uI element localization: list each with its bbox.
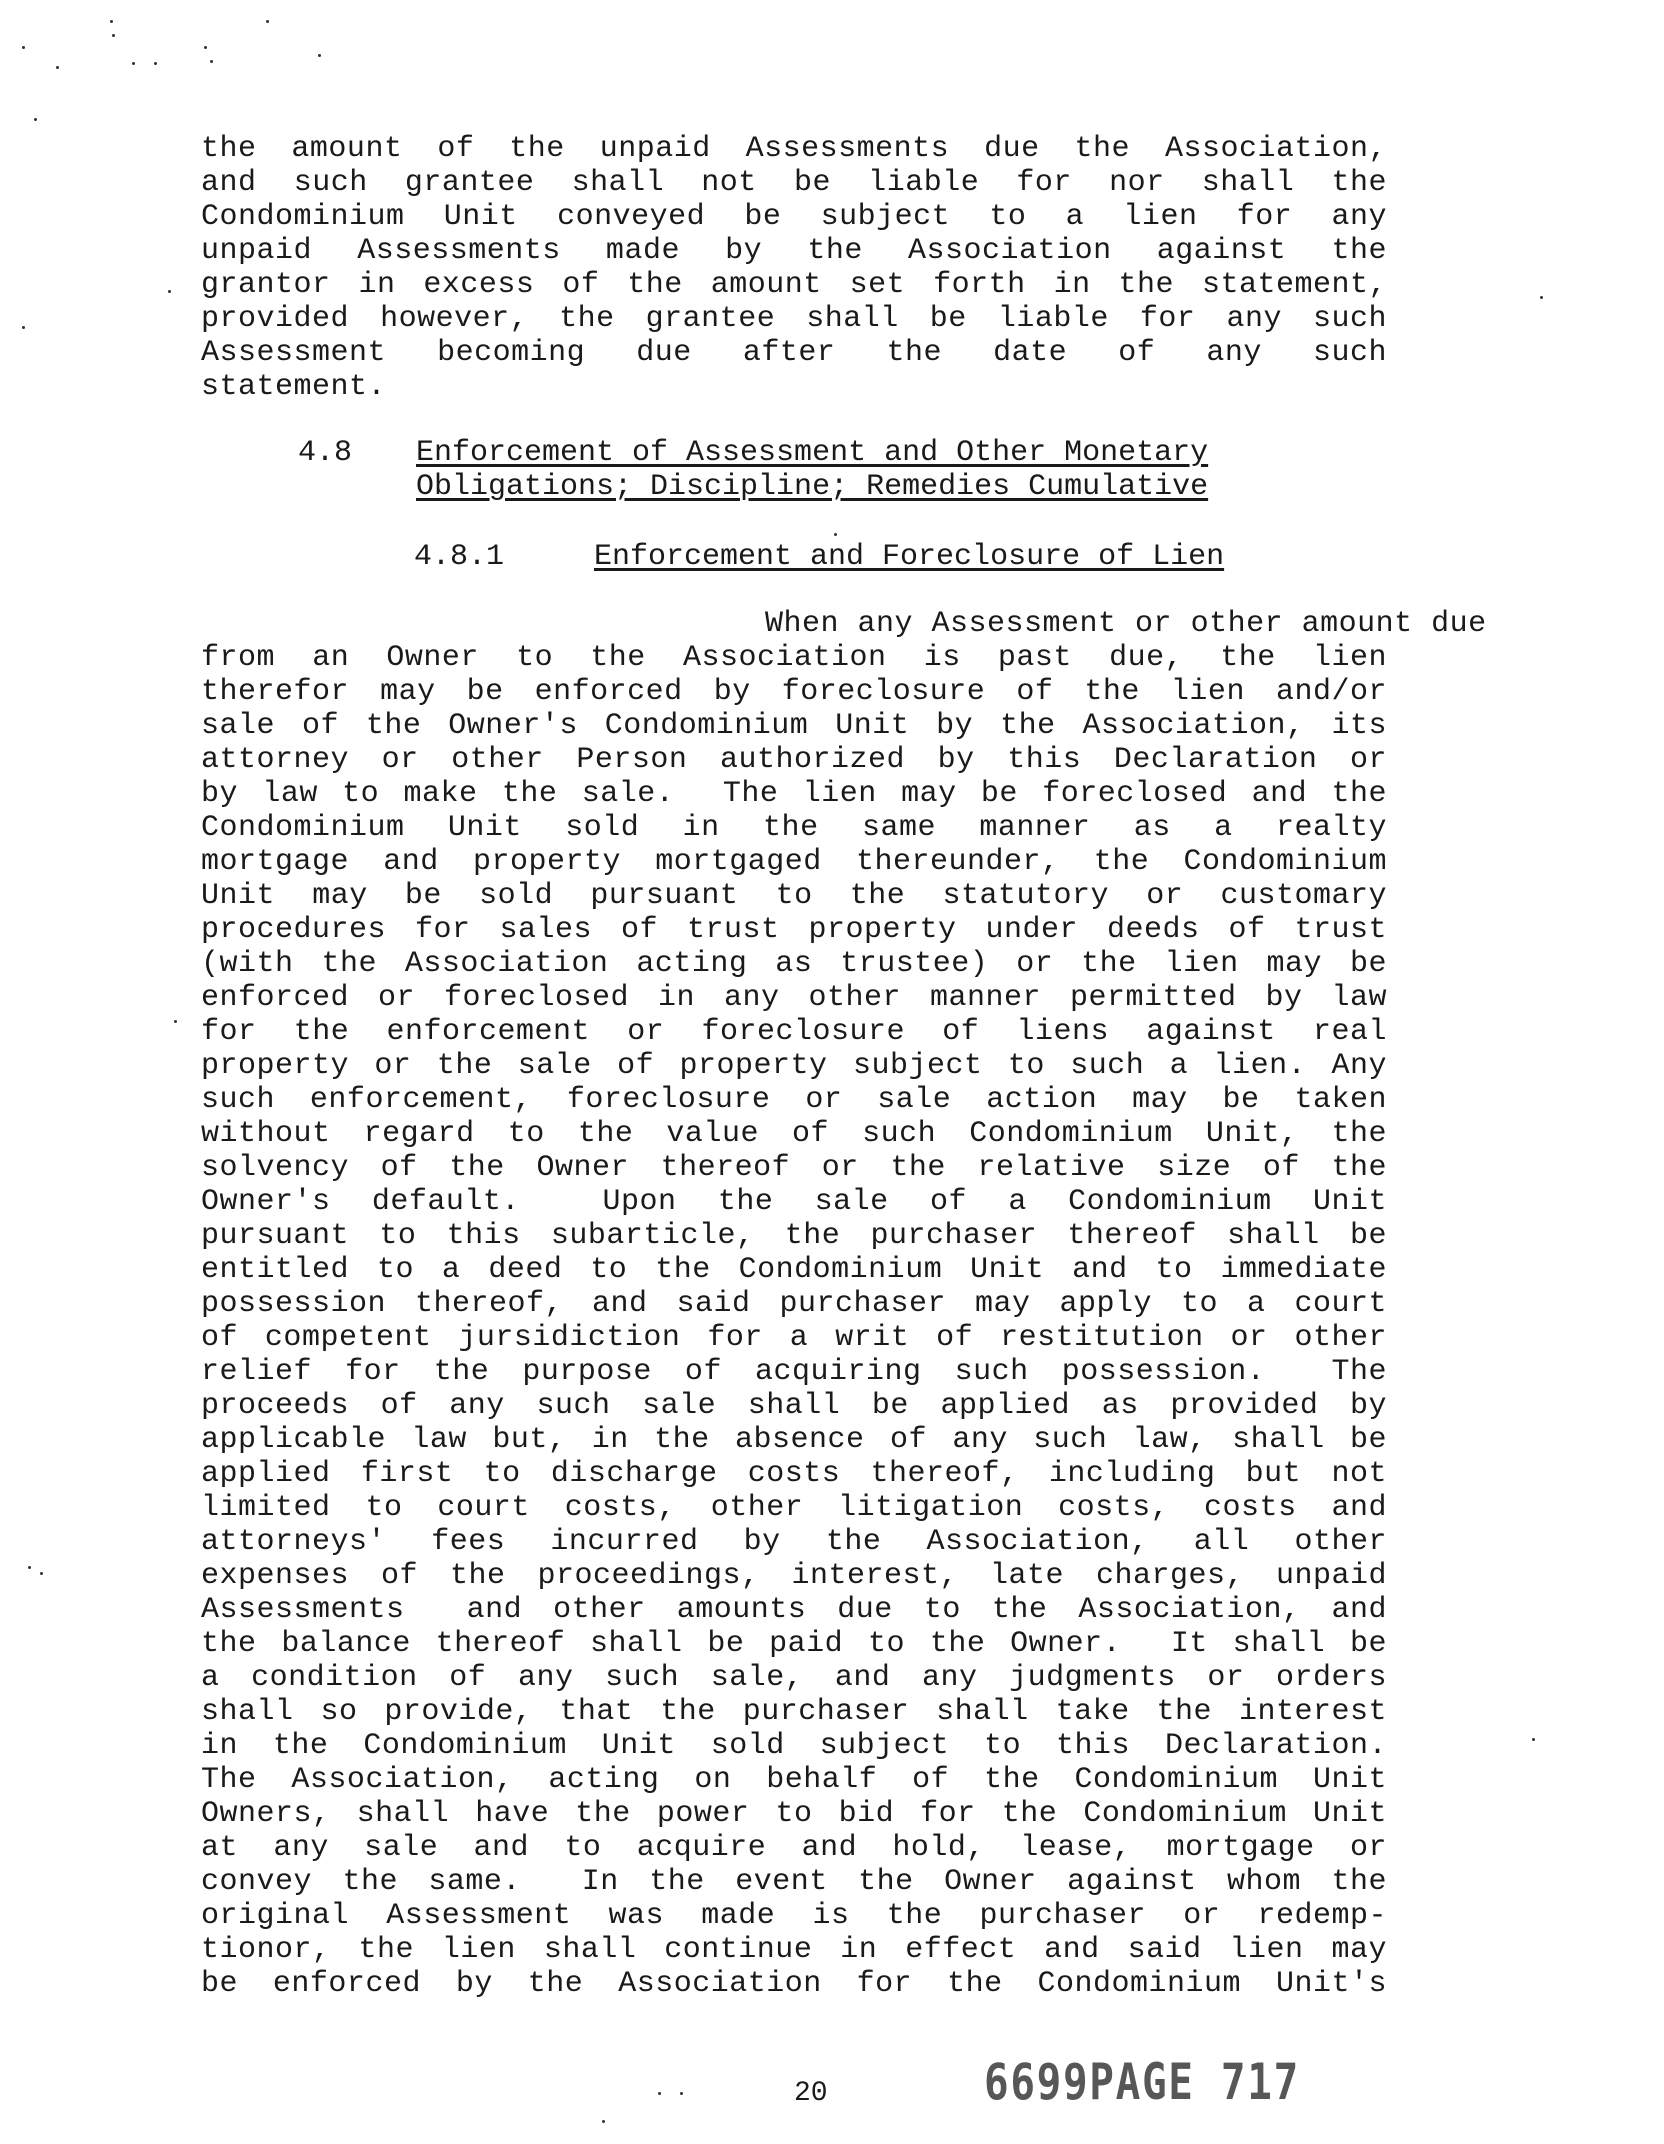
body-line: sale of the Owner's Condominium Unit by the Association, its [201,709,1387,743]
body-line: pursuant to this subarticle, the purchaser thereof shall be [201,1219,1387,1253]
scan-speck [110,20,113,23]
body-line: Owners, shall have the power to bid for the Condominium Unit [201,1797,1387,1831]
body-line: and such grantee shall not be liable for nor shall the [201,166,1387,200]
scan-speck [34,118,37,121]
scan-speck [834,533,837,536]
body-line: without regard to the value of such Condominium Unit, the [201,1117,1387,1151]
body-line: be enforced by the Association for the Condominium Unit's [201,1967,1387,2001]
body-line: original Assessment was made is the purchaser or redemp- [201,1899,1387,1933]
scan-speck [602,2120,605,2123]
scan-speck [266,20,269,23]
body-line: Assessments and other amounts due to the Association, and [201,1593,1387,1627]
scan-speck [28,1566,31,1569]
body-line: by law to make the sale. The lien may be foreclosed and the [201,777,1387,811]
body-line: enforced or foreclosed in any other manner permitted by law [201,981,1387,1015]
body-line: for the enforcement or foreclosure of liens against real [201,1015,1387,1049]
body-line: statement. [201,370,387,404]
section-title: Enforcement of Assessment and Other Monetary [416,436,1209,470]
body-line: Condominium Unit sold in the same manner as a realty [201,811,1387,845]
scan-speck [1532,1738,1535,1741]
body-line: unpaid Assessments made by the Association against the [201,234,1387,268]
body-line: grantor in excess of the amount set forth in the statement, [201,268,1387,302]
scan-speck [658,2092,661,2095]
body-line: from an Owner to the Association is past due, the lien [201,641,1387,675]
scan-speck [1540,296,1543,299]
recording-stamp: 6699PAGE 717 [984,2053,1300,2111]
body-line: procedures for sales of trust property under deeds of trust [201,913,1387,947]
body-line: Condominium Unit conveyed be subject to a lien for any [201,200,1387,234]
scan-speck [210,60,213,63]
body-line: such enforcement, foreclosure or sale action may be taken [201,1083,1387,1117]
body-line: (with the Association acting as trustee) or the lien may be [201,947,1387,981]
scan-speck [204,46,207,49]
body-line: the amount of the unpaid Assessments due the Association, [201,132,1387,166]
body-line: entitled to a deed to the Condominium Unit and to immediate [201,1253,1387,1287]
section-number: 4.8 [298,436,353,470]
body-line: solvency of the Owner thereof or the relative size of the [201,1151,1387,1185]
body-line: convey the same. In the event the Owner against whom the [201,1865,1387,1899]
scan-speck [40,1572,43,1575]
subsection-title: Enforcement and Foreclosure of Lien [594,540,1225,574]
body-line: provided however, the grantee shall be liable for any such [201,302,1387,336]
subsection-number: 4.8.1 [414,540,505,574]
body-line: proceeds of any such sale shall be applied as provided by [201,1389,1387,1423]
body-line: Assessment becoming due after the date of any such [201,336,1387,370]
paragraph-first-line: When any Assessment or other amount due [765,607,1487,641]
body-line: limited to court costs, other litigation costs, costs and [201,1491,1387,1525]
body-line: mortgage and property mortgaged thereunder, the Condominium [201,845,1387,879]
body-line: Unit may be sold pursuant to the statutory or customary [201,879,1387,913]
body-line: applicable law but, in the absence of any such law, shall be [201,1423,1387,1457]
body-line: Owner's default. Upon the sale of a Condominium Unit [201,1185,1387,1219]
body-line: possession thereof, and said purchaser may apply to a court [201,1287,1387,1321]
body-line: at any sale and to acquire and hold, lease, mortgage or [201,1831,1387,1865]
scan-speck [22,46,25,49]
scan-speck [174,1020,177,1023]
body-line: a condition of any such sale, and any judgments or orders [201,1661,1387,1695]
body-line: of competent jursidiction for a writ of restitution or other [201,1321,1387,1355]
section-title: Obligations; Discipline; Remedies Cumulative [416,470,1209,504]
body-line: relief for the purpose of acquiring such possession. The [201,1355,1387,1389]
body-line: The Association, acting on behalf of the Condominium Unit [201,1763,1387,1797]
scan-speck [112,34,115,37]
scan-speck [168,290,171,293]
scan-speck [318,54,321,57]
body-line: shall so provide, that the purchaser shall take the interest [201,1695,1387,1729]
body-line: in the Condominium Unit sold subject to this Declaration. [201,1729,1387,1763]
body-line: property or the sale of property subject to such a lien. Any [201,1049,1387,1083]
scan-speck [154,62,157,65]
body-line: attorney or other Person authorized by this Declaration or [201,743,1387,777]
body-line: therefor may be enforced by foreclosure of the lien and/or [201,675,1387,709]
scan-speck [22,326,25,329]
scan-speck [132,62,135,65]
body-line: tionor, the lien shall continue in effect and said lien may [201,1933,1387,1967]
body-line: expenses of the proceedings, interest, late charges, unpaid [201,1559,1387,1593]
page-number: 20 [794,2078,828,2109]
body-line: applied first to discharge costs thereof, including but not [201,1457,1387,1491]
scan-speck [56,66,59,69]
body-line: attorneys' fees incurred by the Association, all other [201,1525,1387,1559]
body-line: the balance thereof shall be paid to the Owner. It shall be [201,1627,1387,1661]
scan-speck [680,2092,683,2095]
